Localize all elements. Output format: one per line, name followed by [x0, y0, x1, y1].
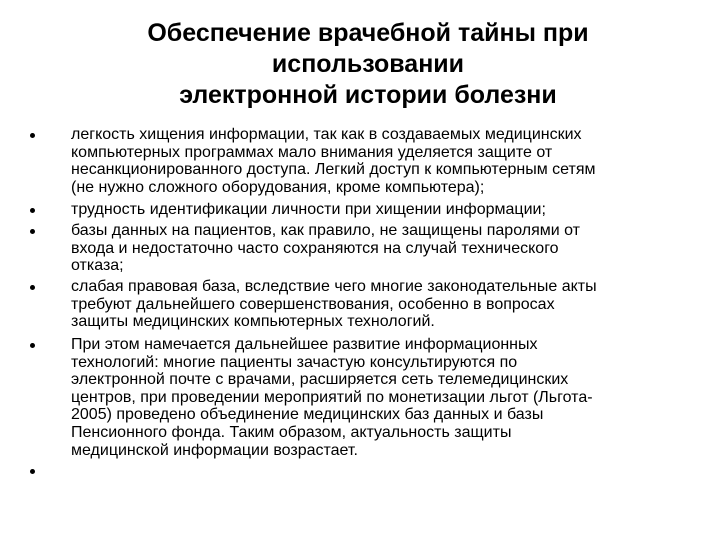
title-line: Обеспечение врачебной тайны при	[147, 19, 589, 47]
bullet-dot-icon	[30, 469, 35, 474]
bullet-text	[71, 201, 671, 219]
bullet-line: компьютерных программах мало внимания уделяется защите от	[71, 143, 553, 161]
bullet-line: несанкционированного доступа. Легкий доступ к компьютерным сетям	[71, 161, 596, 179]
bullet-line: защиты медицинских компьютерных технологий.	[71, 313, 435, 331]
bullet-line: входа и недостаточно часто сохраняются на случай технического	[71, 239, 559, 257]
bullet-list	[30, 0, 690, 540]
bullet-text	[71, 126, 671, 196]
bullet-line: слабая правовая база, вследствие чего многие законодательные акты	[71, 278, 597, 295]
bullet-text	[71, 278, 671, 331]
bullet-line: электронной почте с врачами, расширяется сеть телемедицинских	[71, 371, 569, 389]
bullet-line: требуют дальнейшего совершенствования, особенно в вопросах	[71, 295, 555, 313]
bullet-text	[71, 222, 671, 275]
bullet-dot-icon	[30, 285, 35, 290]
bullet-line: медицинской информации возрастает.	[71, 441, 358, 459]
bullet-dot-icon	[30, 208, 35, 213]
bullet-line: При этом намечается дальнейшее развитие информационных	[71, 336, 538, 353]
bullet-line: отказа;	[71, 257, 124, 275]
title-line: электронной истории болезни	[179, 81, 557, 109]
bullet-line: Пенсионного фонда. Таким образом, актуальность защиты	[71, 423, 512, 441]
title-line: использовании	[271, 50, 465, 78]
bullet-line: центров, при проведении мероприятий по монетизации льгот (Льгота-	[71, 388, 593, 406]
bullet-line: (не нужно сложного оборудования, кроме компьютера);	[71, 178, 485, 196]
bullet-line: трудность идентификации личности при хищении информации;	[71, 201, 546, 218]
bullet-line: 2005) проведено объединение медицинских баз данных и базы	[71, 406, 544, 424]
bullet-dot-icon	[30, 229, 35, 234]
bullet-line: технологий: многие пациенты зачастую консультируются по	[71, 353, 518, 371]
bullet-dot-icon	[30, 343, 35, 348]
bullet-line: легкость хищения информации, так как в создаваемых медицинских	[71, 126, 582, 143]
bullet-dot-icon	[30, 133, 35, 138]
bullet-text	[71, 336, 671, 459]
bullet-line: базы данных на пациентов, как правило, не защищены паролями от	[71, 222, 581, 239]
